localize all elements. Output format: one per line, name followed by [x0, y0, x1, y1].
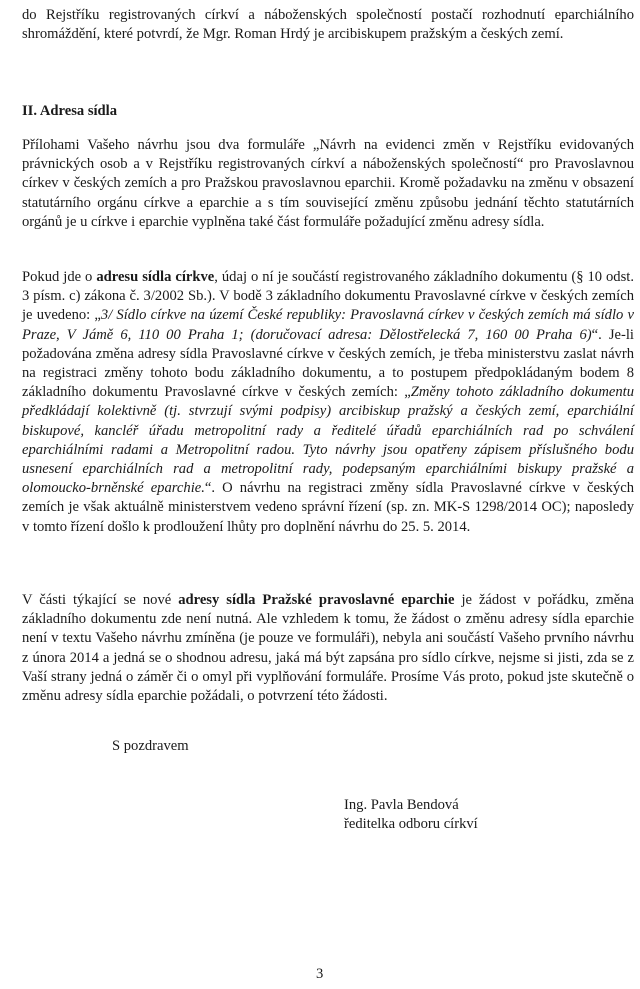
text-segment: “. Je-li požadována změna adresy sídla Pravoslavné církve v českých zemích, je třeba ministerstvu zaslat návrh na registraci změny tohoto bodu základního dokumentu, a to postupem předpokládaným bodem 8 základního dokumentu Pravoslavné církve v českých zemích: „: [22, 326, 634, 401]
text-segment: V části týkající se nové: [22, 592, 179, 608]
signatory-title: ředitelka odboru církví: [344, 816, 478, 832]
page-number: 3: [316, 966, 324, 982]
signatory-name: Ing. Pavla Bendová: [344, 797, 459, 813]
paragraph-eparchy-address: [22, 591, 634, 706]
paragraph-church-address: [22, 268, 634, 537]
paragraph-attachments: Přílohami Vašeho návrhu jsou dva formuláře „Návrh na evidenci změn v Rejstříku evidovaných právnických osob a v Rejstříku registrovaných církví a náboženských společností“ pro Pravoslavnou církev v českých zemích a pro Pražskou pravoslavnou eparchii. Kromě požadavku na změnu v obsazení statutárního orgánu církve a eparchie a s tím související změnu způsobu jednání těchto statutárních orgánů je u církve i eparchie vyplněna také část formuláře požadující změnu adresy sídla.: [22, 137, 634, 230]
intro-paragraph: do Rejstříku registrovaných církví a náboženských společností postačí rozhodnutí eparchiálního shromáždění, které potvrdí, že Mgr. Roman Hrdý je arcibiskupem pražským a českých zemí.: [22, 7, 634, 43]
bold-phrase: adresu sídla církve: [96, 269, 215, 285]
closing-greeting: S pozdravem: [112, 738, 189, 754]
italic-quote: Změny tohoto základního dokumentu předkládají kolektivně (tj. stvrzují svými podpisy) arcibiskup pražský a českých zemí, eparchiální biskupové, kancléř úřadu metropolitní rady a ředitelé úřadů eparchiálních rad po schválení eparchiálními radami a Metropolitní radou. Tyto návrhy jsou opatřeny zápisem příslušného bodu usnesení eparchiálních rad a metropolitní rady, podepsaným eparchiálními biskupy pražské a olomoucko-brněnské eparchie.: [22, 384, 634, 497]
text-segment: “. O návrhu na registraci změny sídla Pravoslavné církve v českých zemích je však aktuálně ministerstvem vedeno správní řízení (sp. zn. MK-S 1298/2014 OC); naposledy v tomto řízení došlo k prodloužení lhůty pro doplnění návrhu do 25. 5. 2014.: [22, 480, 634, 535]
text-segment: Pokud jde o: [22, 269, 97, 285]
text-segment: je žádost v pořádku, změna základního dokumentu zde není nutná. Ale vzhledem k tomu, že žádost o změnu adresy sídla eparchie není v textu Vašeho návrhu zmíněna (je pouze ve formuláři), nebyla ani součástí Vašeho prvního návrhu z února 2014 a jedná se o shodnou adresu, jaká má být zapsána pro sídlo církve, nejsme si jisti, zda se z Vaší strany jedná o záměr či o omyl při vyplňování formuláře. Prosíme Vás proto, pokud jste skutečně o změnu adresy sídla eparchie požádali, o potvrzení této žádosti.: [22, 592, 635, 705]
text-segment: , údaj o ní je součástí registrovaného základního dokumentu (§ 10 odst. 3 písm. c) zákona č. 3/2002 Sb.). V bodě 3 základního dokumentu Pravoslavné církve v českých zemích je uvedeno: „: [22, 269, 634, 324]
bold-phrase: adresy sídla Pražské pravoslavné eparchie: [178, 592, 455, 608]
italic-quote: 3/ Sídlo církve na území České republiky: Pravoslavná církev v českých zemích má sídlo v Praze, V Jámě 6, 110 00 Praha 1; (doručovací adresa: Dělostřelecká 7, 160 00 Praha 6): [22, 307, 634, 343]
section-heading: II. Adresa sídla: [22, 103, 118, 119]
